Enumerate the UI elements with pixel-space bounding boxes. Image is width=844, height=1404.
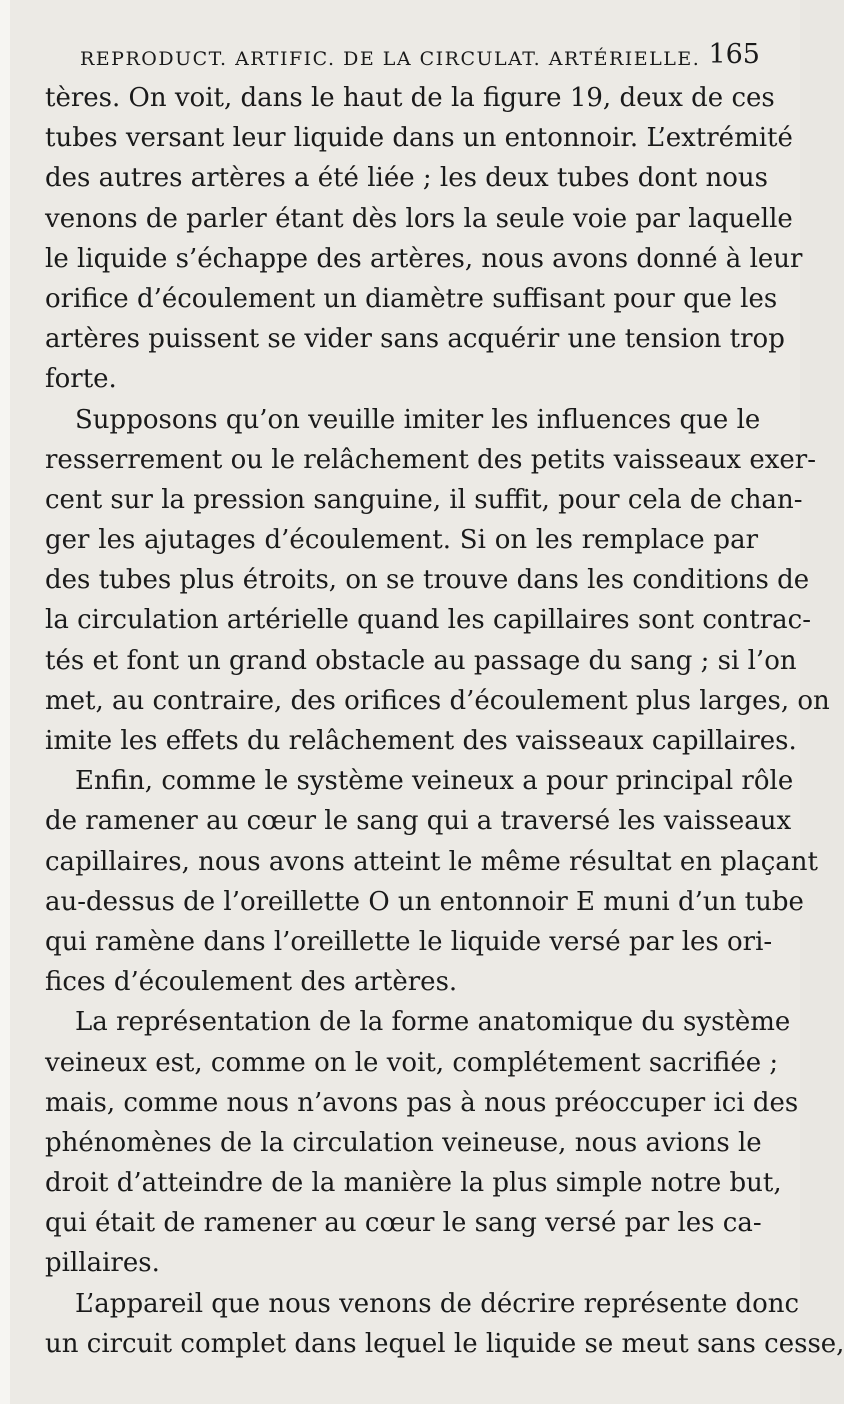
text-line: artères puissent se vider sans acquérir une tension trop — [45, 324, 785, 355]
text-line: mais, comme nous n’avons pas à nous préoccuper ici des — [45, 1087, 799, 1118]
text-line: capillaires, nous avons atteint le même résultat en plaçant — [45, 846, 818, 877]
text-line: veineux est, comme on le voit, complétement sacrifiée ; — [45, 1047, 779, 1078]
text-line: tubes versant leur liquide dans un entonnoir. L’extrémité — [45, 123, 793, 154]
page-number: 165 — [708, 39, 760, 70]
text-line: forte. — [45, 364, 117, 395]
text-line: imite les effets du relâchement des vaisseaux capillaires. — [45, 726, 797, 756]
text-line: qui était de ramener au cœur le sang versé par les ca- — [45, 1208, 762, 1239]
paragraph — [45, 761, 818, 1002]
text-line: orifice d’écoulement un diamètre suffisant pour que les — [45, 283, 778, 314]
text-line: le liquide s’échappe des artères, nous avons donné à leur — [45, 243, 803, 274]
text-line: qui ramène dans l’oreillette le liquide versé par les ori- — [45, 926, 773, 957]
text-line: Supposons qu’on veuille imiter les influences que le — [75, 404, 761, 435]
body-text — [45, 78, 844, 1364]
text-line: tés et font un grand obstacle au passage du sang ; si l’on — [45, 645, 797, 676]
text-line: cent sur la pression sanguine, il suffit, pour cela de chan- — [45, 484, 803, 515]
text-line: des autres artères a été liée ; les deux tubes dont nous — [45, 163, 768, 194]
paragraph — [45, 78, 803, 400]
text-line: ger les ajutages d’écoulement. Si on les remplace par — [45, 525, 758, 556]
text-line: phénomènes de la circulation veineuse, nous avions le — [45, 1127, 762, 1158]
text-line: resserrement ou le relâchement des petits vaisseaux exer- — [45, 444, 816, 475]
text-line: des tubes plus étroits, on se trouve dans les conditions de — [45, 565, 810, 596]
text-line: pillaires. — [45, 1248, 160, 1279]
page-edge — [0, 0, 10, 1404]
text-line: met, au contraire, des orifices d’écoulement plus larges, on — [45, 685, 830, 716]
page-header — [80, 30, 760, 70]
text-line: venons de parler étant dès lors la seule voie par laquelle — [45, 203, 793, 234]
running-head: REPRODUCT. ARTIFIC. DE LA CIRCULAT. ARTÉRIELLE. — [80, 48, 701, 70]
text-line: de ramener au cœur le sang qui a traversé les vaisseaux — [45, 806, 792, 837]
text-line: la circulation artérielle quand les capillaires sont contrac- — [45, 605, 811, 636]
paragraph — [45, 1002, 799, 1283]
text-line: fices d’écoulement des artères. — [45, 967, 458, 998]
text-line: un circuit complet dans lequel le liquide se meut sans cesse, — [45, 1328, 844, 1359]
text-line: L’appareil que nous venons de décrire représente donc — [75, 1288, 800, 1319]
text-line: droit d’atteindre de la manière la plus simple notre but, — [45, 1168, 782, 1199]
text-line: au-dessus de l’oreillette O un entonnoir E muni d’un tube — [45, 886, 804, 917]
text-line: Enfin, comme le système veineux a pour principal rôle — [75, 766, 794, 797]
text-line: tères. On voit, dans le haut de la figure 19, deux de ces — [45, 83, 775, 113]
paragraph — [45, 1284, 844, 1364]
paragraph — [45, 400, 830, 762]
text-line: La représentation de la forme anatomique du système — [75, 1007, 791, 1038]
